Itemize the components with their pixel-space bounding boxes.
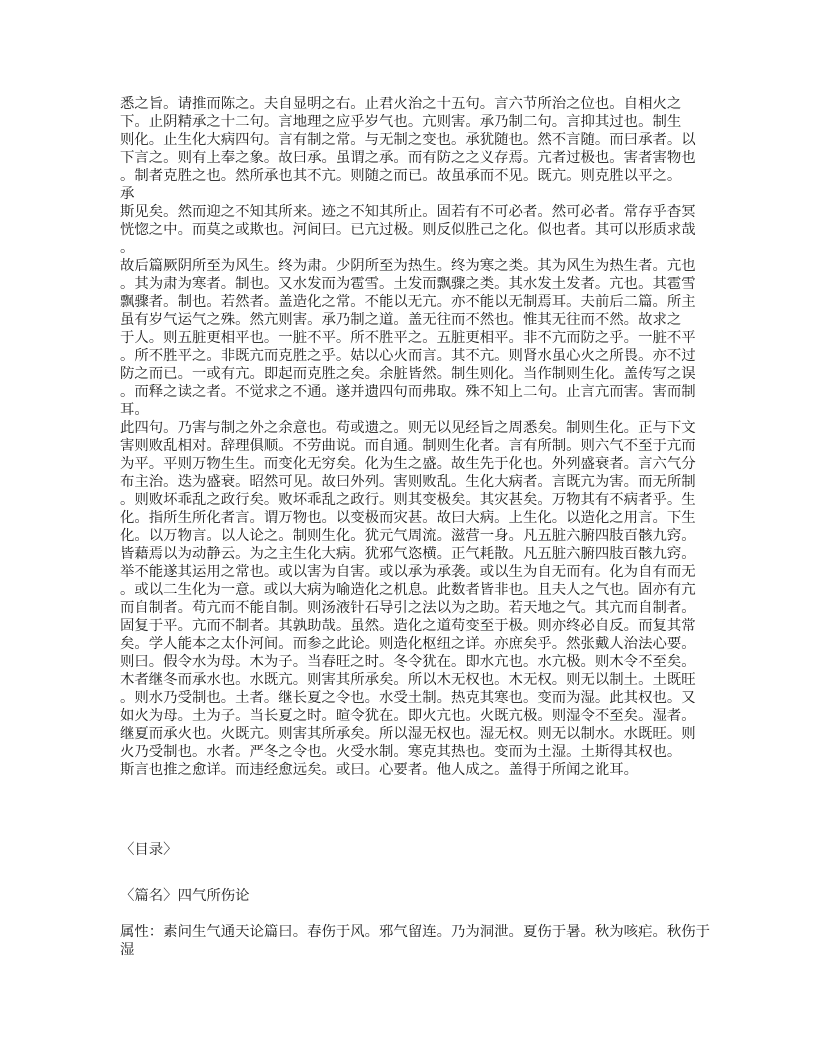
text-line: 下言之。则有上奉之象。故曰承。虽谓之承。而有防之之义存焉。亢者过极也。害者害物也: [120, 150, 696, 166]
text-line: 。制者克胜之也。然所承也其不亢。则随之而已。故虽承而不见。既亢。则克胜以平之。: [120, 168, 682, 184]
text-line: 矣。学人能本之太仆河间。而参之此论。则造化枢纽之详。亦庶矣乎。然张戴人治法心要。: [120, 636, 696, 652]
text-line: 虽有岁气运气之殊。然亢则害。承乃制之道。盖无往而不然也。惟其无往而不然。故求之: [120, 312, 682, 328]
text-line: 防之而已。一或有亢。即起而克胜之矣。余脏皆然。制生则化。当作制则生化。盖传写之误: [120, 366, 696, 382]
text-line: 。所不胜平之。非既亢而克胜之乎。姑以心火而言。其不亢。则肾水虽心火之所畏。亦不过: [120, 348, 696, 364]
text-line: 如火为母。土为子。当长夏之时。暄令犹在。即火亢也。火既亢极。则湿令不至矣。湿者。: [120, 708, 696, 724]
text-line: 。而释之读之者。不觉求之不通。遂并遗四句而弗取。殊不知上二句。止言亢而害。害而制: [120, 384, 696, 400]
text-line: 。则水乃受制也。土者。继长夏之令也。水受土制。热克其寒也。变而为湿。此其权也。又: [120, 690, 696, 706]
text-line: 继夏而承火也。火既亢。则害其所承矣。所以湿无权也。湿无权。则无以制水。水既旺。则: [120, 726, 696, 742]
body-text: [120, 95, 720, 779]
text-line: 固复于平。亢而不制者。其孰助哉。虽然。造化之道苟变至于极。则亦终必自反。而复其常: [120, 618, 696, 634]
text-line: 此四句。乃害与制之外之余意也。苟或遗之。则无以见经旨之周悉矣。制则生化。正与下文: [120, 420, 696, 436]
text-line: 火乃受制也。水者。严冬之令也。火受水制。寒克其热也。变而为土湿。土斯得其权也。: [120, 744, 682, 760]
text-line: 耳。: [120, 402, 149, 418]
text-line: 于人。则五脏更相平也。一脏不平。所不胜平之。五脏更相平。非不亢而防之乎。一脏不平: [120, 330, 696, 346]
paragraph: [120, 95, 720, 203]
text-line: 木者继冬而承水也。水既亢。则害其所承矣。所以木无权也。木无权。则无以制土。土既旺: [120, 672, 696, 688]
text-line: 则化。止生化大病四句。言有制之常。与无制之变也。承犹随也。然不言随。而曰承者。以: [120, 132, 696, 148]
attribute-paragraph: [120, 923, 720, 959]
paragraph: [120, 203, 720, 257]
text-line: 。或以二生化为一意。或以大病为喻造化之机息。此数者皆非也。且夫人之气也。固亦有亢: [120, 582, 696, 598]
text-line: 下。止阴精承之十二句。言地理之应乎岁气也。亢则害。承乃制二句。言抑其过也。制生: [120, 114, 682, 130]
attribute-line: 属性：素问生气通天论篇曰。春伤于风。邪气留连。乃为洞泄。夏伤于暑。秋为咳疟。秋伤于: [120, 924, 711, 940]
text-line: 悉之旨。请推而陈之。夫自显明之右。止君火治之十五句。言六节所治之位也。自相火之: [120, 96, 682, 112]
text-line: 化。以万物言。以人论之。制则生化。犹元气周流。滋营一身。凡五脏六腑四肢百骸九窍。: [120, 528, 696, 544]
text-line: 恍惚之中。而莫之或欺也。河间曰。已亢过极。则反似胜己之化。似也者。其可以形质求哉: [120, 222, 696, 238]
text-line: 。其为肃为寒者。制也。又水发而为雹雪。土发而飘骤之类。其水发土发者。亢也。其雹雪: [120, 276, 696, 292]
text-line: 举不能遂其运用之常也。或以害为自害。或以承为承袭。或以生为自无而有。化为自有而无: [120, 564, 696, 580]
text-line: 化。指所生所化者言。谓万物也。以变极而灾甚。故曰大病。上生化。以造化之用言。下生: [120, 510, 696, 526]
text-line: 为平。平则万物生生。而变化无穷矣。化为生之盛。故生先于化也。外列盛衰者。言六气分: [120, 456, 696, 472]
text-line: 。: [120, 240, 135, 256]
text-line: 故后篇厥阴所至为风生。终为肃。少阴所至为热生。终为寒之类。其为风生为热生者。亢也: [120, 258, 696, 274]
paragraph: [120, 419, 720, 779]
text-line: 斯言也推之愈详。而违经愈远矣。或曰。心要者。他人成之。盖得于所闻之讹耳。: [120, 762, 639, 778]
chapter-title: 〈篇名〉四气所伤论: [120, 888, 250, 904]
text-line: 皆藉焉以为动静云。为之主生化大病。犹邪气恣横。正气耗散。凡五脏六腑四肢百骸九窍。: [120, 546, 696, 562]
text-line: 则曰。假令水为母。木为子。当春旺之时。冬令犹在。即水亢也。水亢极。则木令不至矣。: [120, 654, 696, 670]
attribute-line: 湿: [120, 942, 135, 958]
paragraph: [120, 257, 720, 419]
text-line: 承: [120, 186, 135, 202]
text-line: 害则败乱相对。辞理俱顺。不劳曲说。而自通。制则生化者。言有所制。则六气不至于亢而: [120, 438, 696, 454]
text-line: 飘骤者。制也。若然者。盖造化之常。不能以无亢。亦不能以无制焉耳。夫前后二篇。所主: [120, 294, 696, 310]
toc-label: 〈目录〉: [120, 842, 178, 858]
text-line: 斯见矣。然而迎之不知其所来。迹之不知其所止。固若有不可必者。然可必者。常存乎杳冥: [120, 204, 696, 220]
text-line: 而自制者。苟亢而不能自制。则汤液针石导引之法以为之助。若天地之气。其亢而自制者。: [120, 600, 696, 616]
text-line: 。则败坏乖乱之政行矣。败坏乖乱之政行。则其变极矣。其灾甚矣。万物其有不病者乎。生: [120, 492, 696, 508]
text-line: 布主治。迭为盛衰。昭然可见。故曰外列。害则败乱。生化大病者。言既亢为害。而无所制: [120, 474, 696, 490]
